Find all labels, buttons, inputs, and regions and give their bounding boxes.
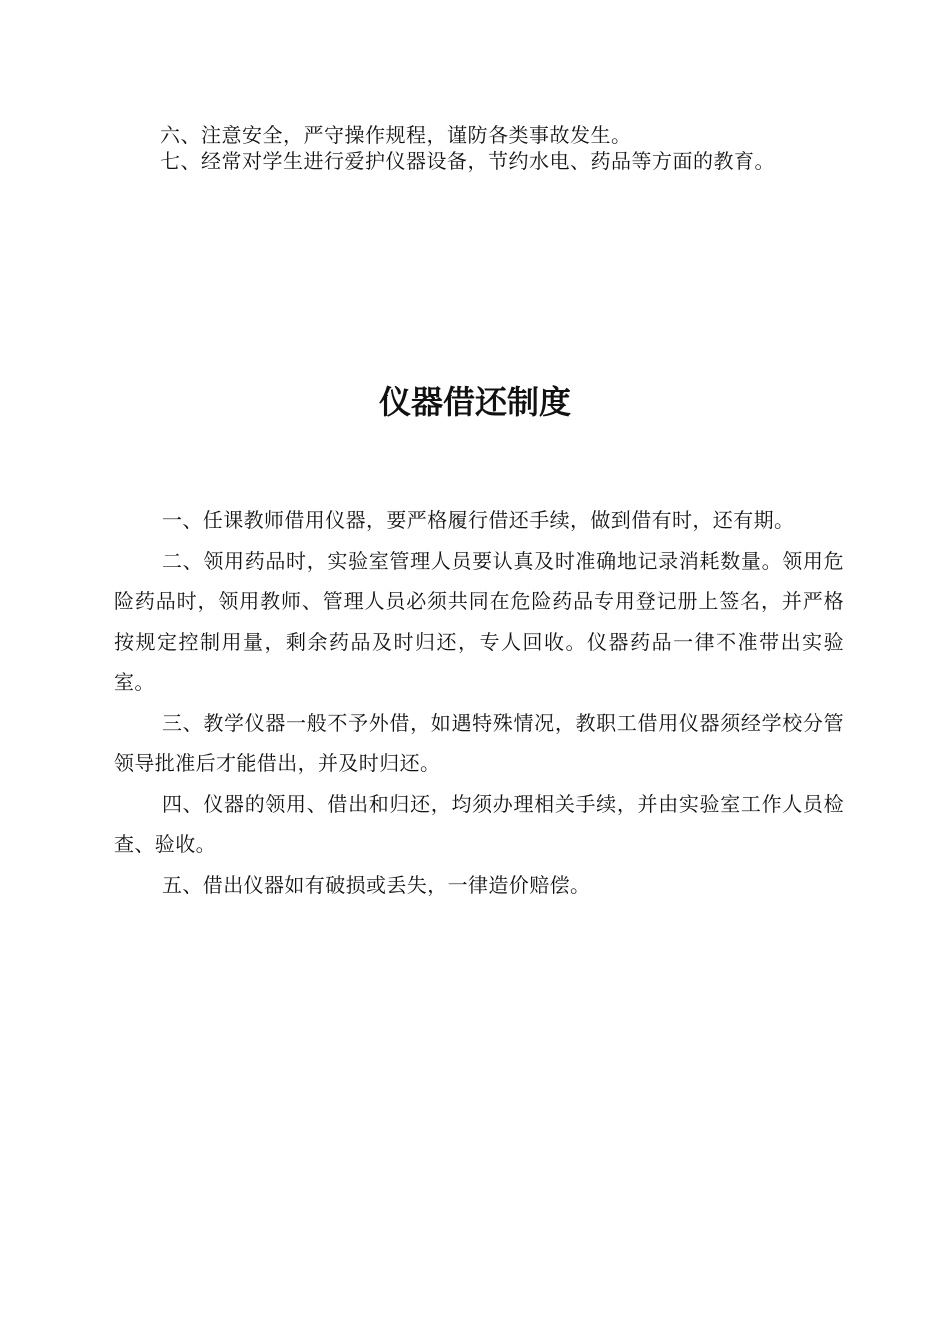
intro-list xyxy=(160,122,880,174)
intro-item-7: 七、经常对学生进行爱护仪器设备，节约水电、药品等方面的教育。 xyxy=(160,149,775,173)
paragraph-4: 四、仪器的领用、借出和归还，均须办理相关手续，并由实验室工作人员检查、验收。 xyxy=(114,791,844,856)
section-title: 仪器借还制度 xyxy=(378,383,571,421)
section-body xyxy=(114,500,844,905)
paragraph-2: 二、领用药品时，实验室管理人员要认真及时准确地记录消耗数量。领用危险药品时，领用教师、管理人员必须共同在危险药品专用登记册上签名，并严格按规定控制用量，剩余药品及时归还，专人回收。仪器药品一律不准带出实验室。 xyxy=(114,548,844,694)
intro-item-6: 六、注意安全，严守操作规程，谨防各类事故发生。 xyxy=(160,123,632,147)
paragraph-3: 三、教学仪器一般不予外借，如遇特殊情况，教职工借用仪器须经学校分管领导批准后才能借出，并及时归还。 xyxy=(114,710,844,775)
paragraph-5: 五、借出仪器如有破损或丢失，一律造价赔偿。 xyxy=(162,872,591,897)
paragraph-1: 一、任课教师借用仪器，要严格履行借还手续，做到借有时，还有期。 xyxy=(162,508,795,532)
